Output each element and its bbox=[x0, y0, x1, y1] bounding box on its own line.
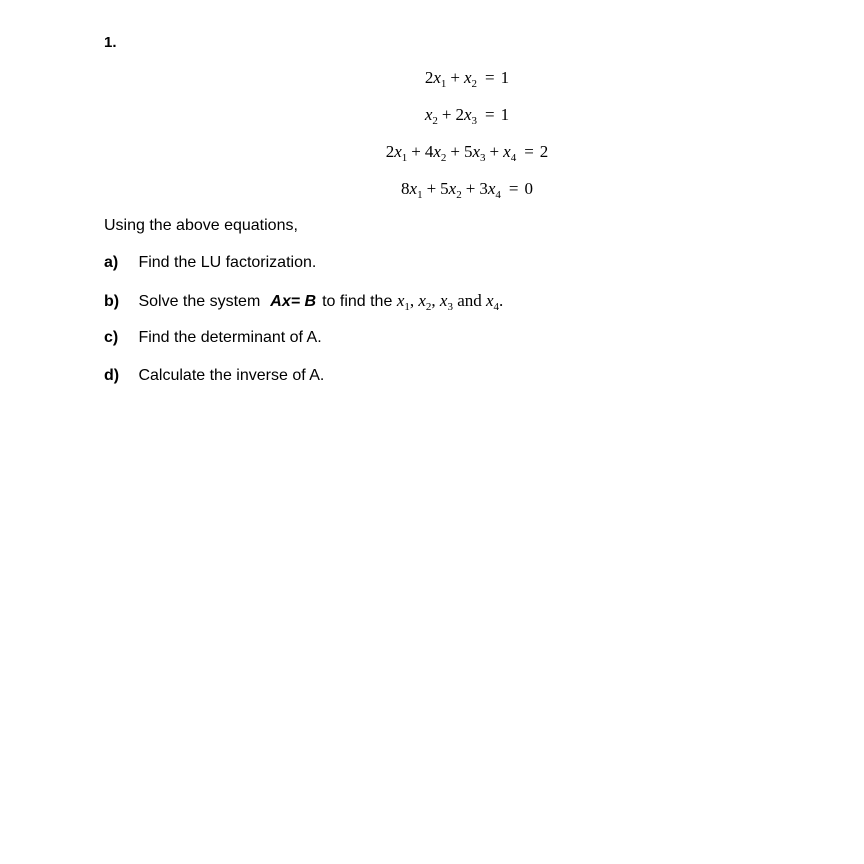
part-text: Calculate the inverse of A. bbox=[138, 367, 325, 384]
part-text-after: to find the bbox=[322, 293, 393, 310]
equation-1: $2x_1 + x_2 = 1$ bbox=[424, 68, 510, 90]
equation-4: $8x_1 + 5x_2 + 3x_4 = 0$ bbox=[401, 179, 533, 201]
intro-text: Using the above equations, bbox=[104, 217, 298, 234]
part-label: a) bbox=[104, 254, 119, 271]
part-label: d) bbox=[104, 367, 120, 384]
part-text: Solve the system bbox=[138, 293, 261, 310]
variable-list: $x_1$, $x_2$, $x_3$ and $x_4$. bbox=[396, 291, 504, 313]
part-text: Find the determinant of A. bbox=[138, 329, 322, 346]
part-label: c) bbox=[104, 329, 119, 346]
part-d bbox=[104, 367, 324, 385]
equation-2: $x_2 + 2x_3 = 1$ bbox=[424, 105, 510, 127]
question-number: 1. bbox=[104, 34, 117, 51]
matrix-equation: Ax= B bbox=[270, 293, 317, 310]
part-label: b) bbox=[104, 293, 120, 310]
part-a bbox=[104, 254, 316, 272]
part-c bbox=[104, 329, 322, 347]
part-text: Find the LU factorization. bbox=[138, 254, 317, 271]
equation-3: $2x_1 + 4x_2 + 5x_3 + x_4 = 2$ bbox=[385, 142, 549, 164]
part-b bbox=[104, 291, 503, 311]
